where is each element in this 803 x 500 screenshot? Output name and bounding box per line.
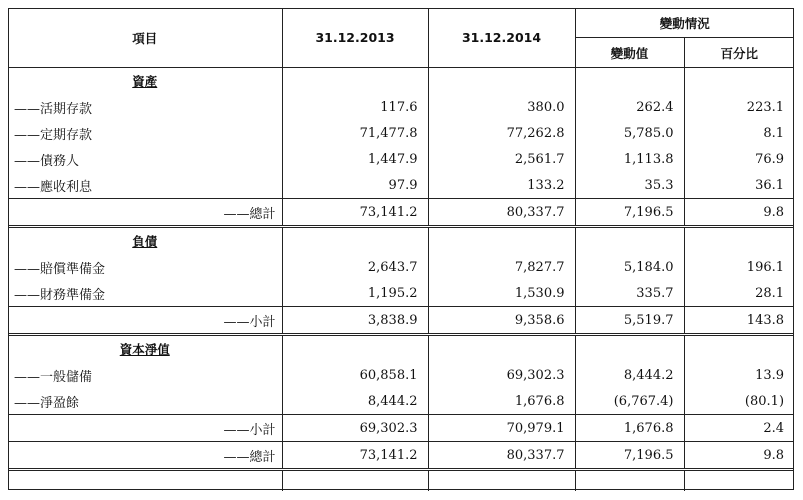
change-value: 8,444.2	[575, 362, 684, 388]
percent-value: (80.1)	[684, 388, 794, 415]
row-label: ——活期存款	[14, 101, 93, 117]
total-change: 7,196.5	[575, 199, 684, 227]
row-label: ——定期存款	[14, 127, 93, 143]
percent-value: 36.1	[684, 172, 794, 199]
subtotal-percent: 143.8	[684, 307, 794, 335]
header-2014: 31.12.2014	[428, 8, 575, 68]
value-2014: 69,302.3	[428, 362, 575, 388]
subtotal-2013: 69,302.3	[282, 415, 428, 442]
total-2014: 80,337.7	[428, 442, 575, 470]
total-2013: 73,141.2	[282, 199, 428, 227]
subtotal-2014: 70,979.1	[428, 415, 575, 442]
percent-value: 28.1	[684, 280, 794, 307]
subtotal-2014: 9,358.6	[428, 307, 575, 335]
subtotal-row	[8, 415, 794, 442]
change-value: 335.7	[575, 280, 684, 307]
table-row	[8, 388, 794, 415]
section-header-equity	[8, 335, 794, 363]
value-2014: 77,262.8	[428, 120, 575, 146]
total-2013: 73,141.2	[282, 442, 428, 470]
value-2014: 133.2	[428, 172, 575, 199]
percent-value: 13.9	[684, 362, 794, 388]
subtotal-label: ——小計	[223, 422, 276, 438]
total-row	[8, 199, 794, 227]
subtotal-2013: 3,838.9	[282, 307, 428, 335]
value-2014: 1,530.9	[428, 280, 575, 307]
change-value: 5,184.0	[575, 254, 684, 280]
value-2013: 117.6	[282, 94, 428, 120]
value-2014: 380.0	[428, 94, 575, 120]
value-2014: 1,676.8	[428, 388, 575, 415]
section-title: 資本淨值	[119, 342, 170, 357]
header-2013: 31.12.2013	[282, 8, 428, 68]
value-2014: 7,827.7	[428, 254, 575, 280]
row-label: ——賠償準備金	[14, 261, 106, 277]
subtotal-change: 1,676.8	[575, 415, 684, 442]
subtotal-row	[8, 307, 794, 335]
row-label: ——淨盈餘	[14, 395, 80, 411]
section-title: 資產	[132, 74, 158, 89]
total-percent: 9.8	[684, 199, 794, 227]
percent-value: 76.9	[684, 146, 794, 172]
value-2013: 1,447.9	[282, 146, 428, 172]
subtotal-percent: 2.4	[684, 415, 794, 442]
percent-value: 8.1	[684, 120, 794, 146]
row-label: ——債務人	[14, 153, 80, 169]
percent-value: 196.1	[684, 254, 794, 280]
header-row	[8, 8, 794, 38]
balance-sheet-table	[8, 8, 794, 491]
total-percent: 9.8	[684, 442, 794, 470]
section-header-liabilities	[8, 227, 794, 255]
row-label: ——財務準備金	[14, 287, 106, 303]
section-header-assets	[8, 68, 794, 95]
section-title: 負債	[132, 234, 158, 249]
table-row	[8, 254, 794, 280]
change-value: 1,113.8	[575, 146, 684, 172]
value-2013: 60,858.1	[282, 362, 428, 388]
header-percent: 百分比	[684, 38, 794, 68]
subtotal-label: ——小計	[223, 314, 276, 330]
value-2013: 71,477.8	[282, 120, 428, 146]
value-2014: 2,561.7	[428, 146, 575, 172]
header-item: 項目	[8, 8, 282, 68]
table-row	[8, 146, 794, 172]
table-row	[8, 94, 794, 120]
table-row	[8, 362, 794, 388]
change-value: (6,767.4)	[575, 388, 684, 415]
total-2014: 80,337.7	[428, 199, 575, 227]
total-change: 7,196.5	[575, 442, 684, 470]
row-label: ——應收利息	[14, 179, 93, 195]
table-row	[8, 172, 794, 199]
change-value: 262.4	[575, 94, 684, 120]
subtotal-change: 5,519.7	[575, 307, 684, 335]
percent-value: 223.1	[684, 94, 794, 120]
value-2013: 1,195.2	[282, 280, 428, 307]
value-2013: 8,444.2	[282, 388, 428, 415]
row-label: ——一般儲備	[14, 369, 93, 385]
total-row	[8, 442, 794, 470]
change-value: 5,785.0	[575, 120, 684, 146]
value-2013: 97.9	[282, 172, 428, 199]
header-change-value: 變動值	[575, 38, 684, 68]
table-row	[8, 120, 794, 146]
blank-row	[8, 470, 794, 492]
table-row	[8, 280, 794, 307]
value-2013: 2,643.7	[282, 254, 428, 280]
header-change-group: 變動情況	[575, 8, 794, 38]
total-label: ——總計	[223, 449, 276, 465]
change-value: 35.3	[575, 172, 684, 199]
total-label: ——總計	[223, 206, 276, 222]
